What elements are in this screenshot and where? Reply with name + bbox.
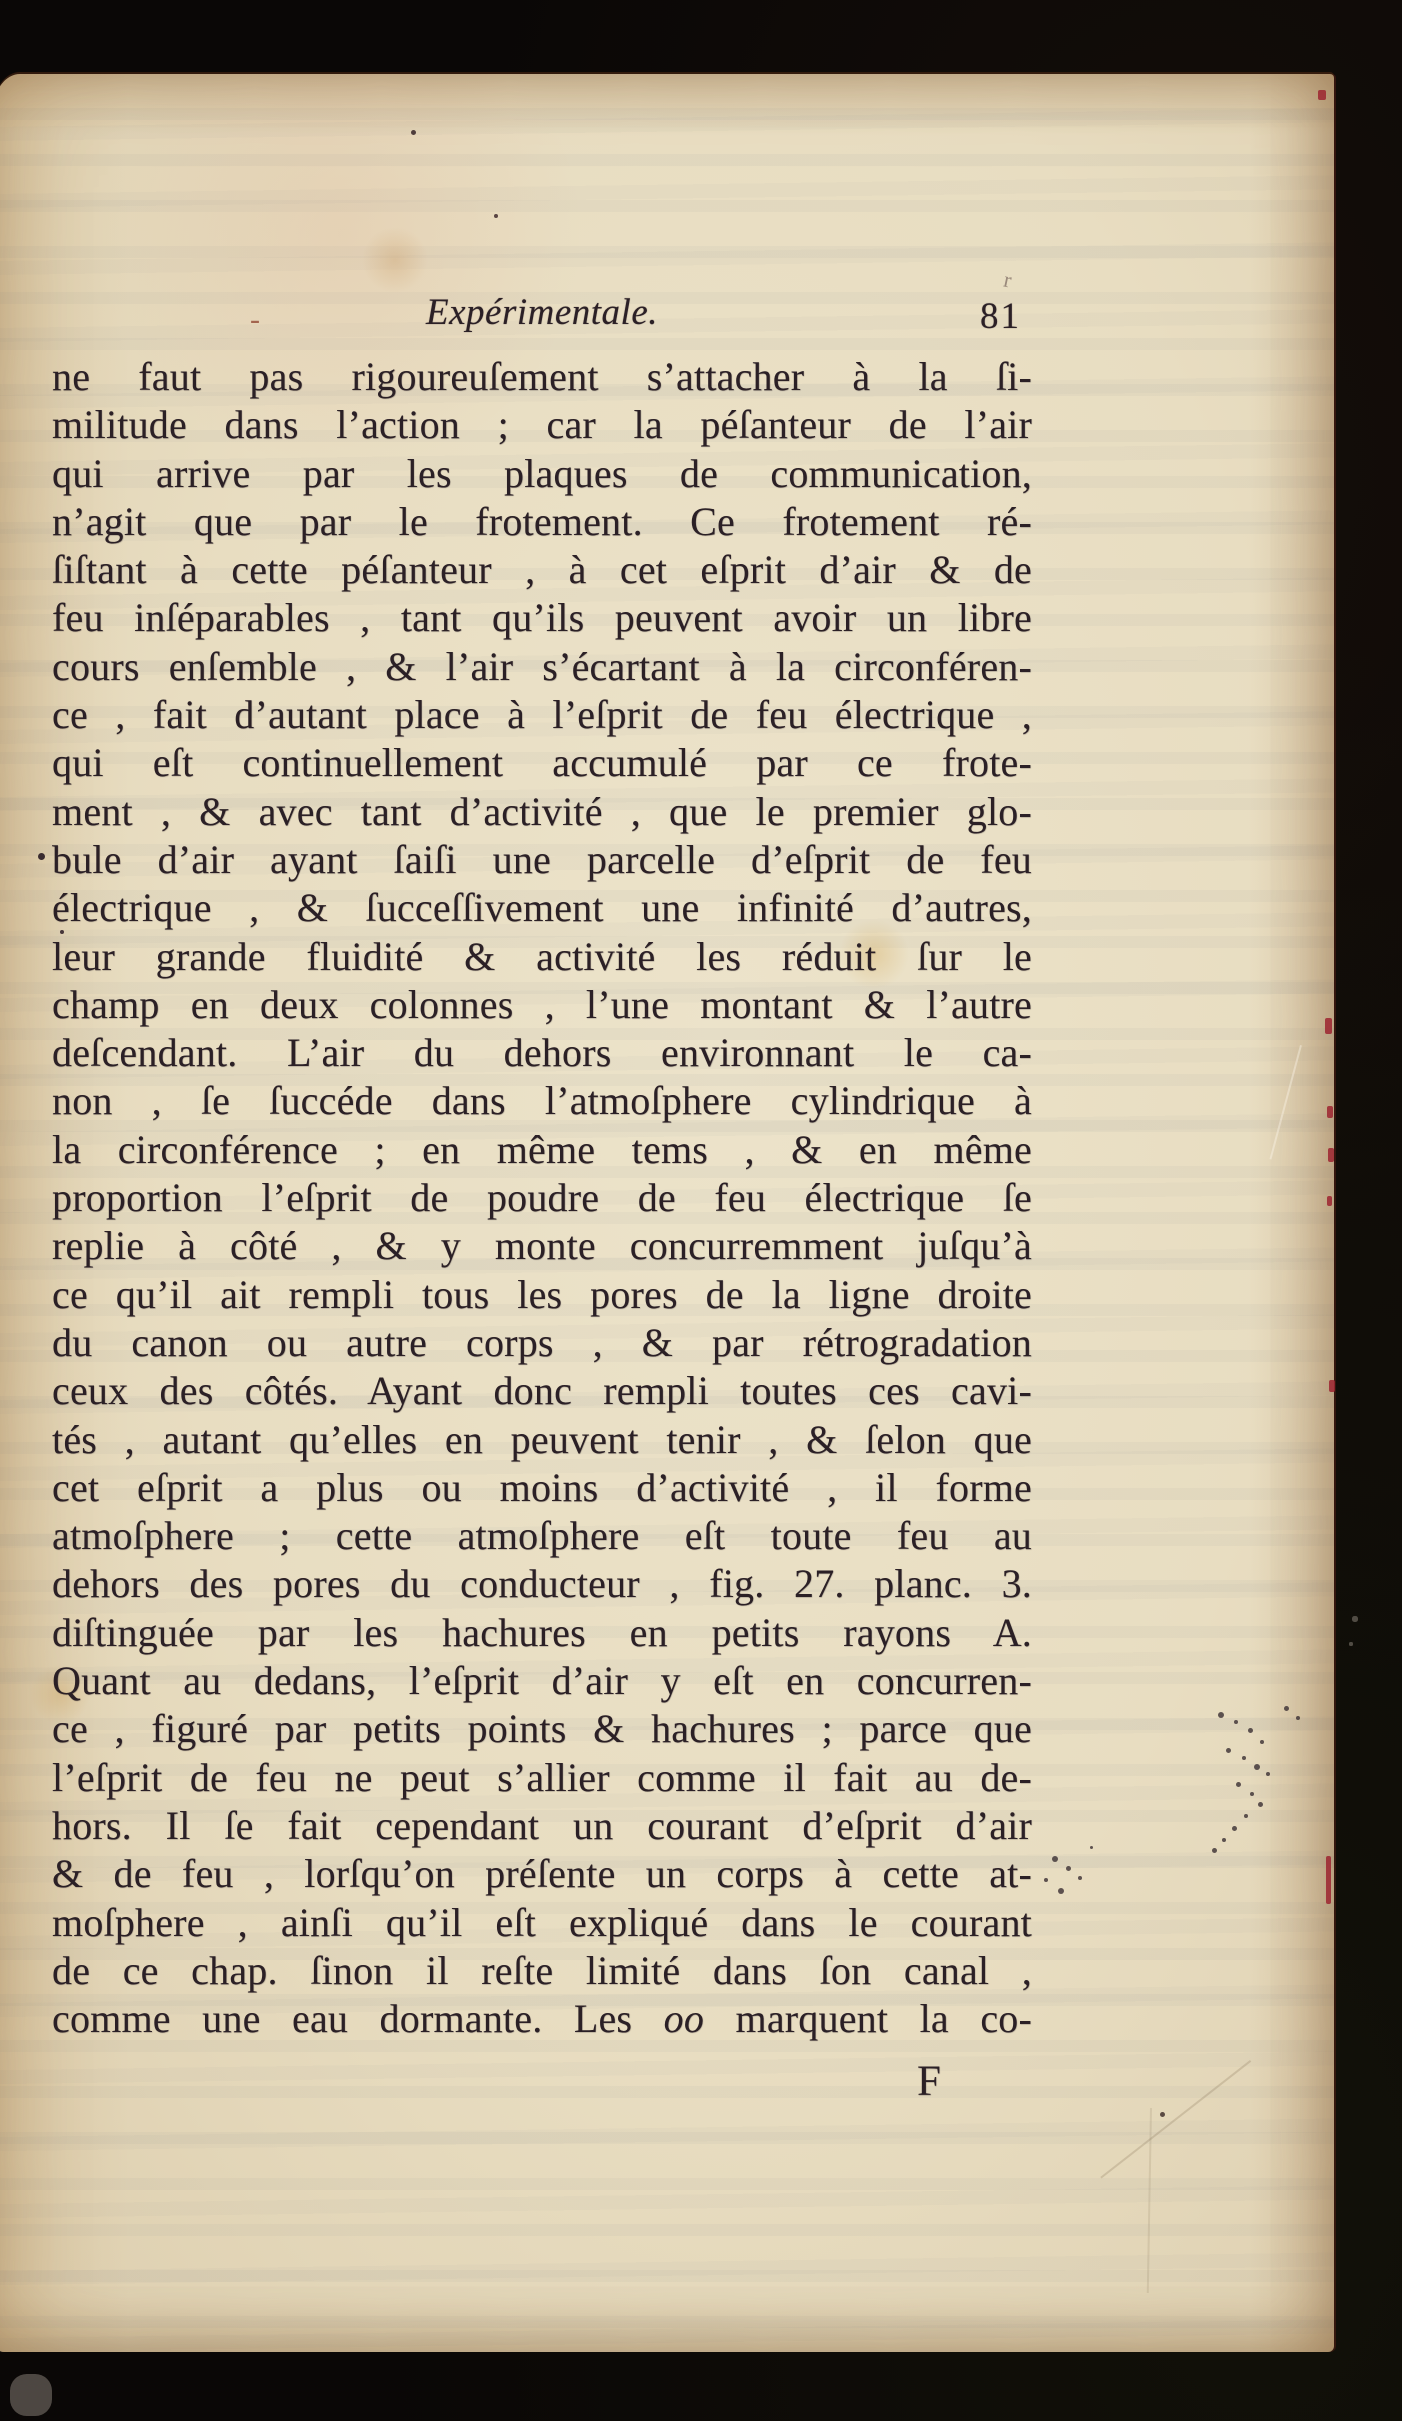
text-line: atmoſphere ; cette atmoſphere eſt toute feu au: [52, 1513, 1032, 1559]
ink-spatter-dot: [1212, 1848, 1217, 1853]
text-line: électrique , & ſucceſſivement une infinité d’autres,: [52, 885, 1032, 931]
text-line: n’agit que par le frotement. Ce frotement ré-: [52, 498, 1032, 544]
text-line: ment , & avec tant d’activité , que le premier glo-: [52, 788, 1032, 834]
ink-speck: [60, 930, 64, 934]
text-line: champ en deux colonnes , l’une montant & l’autre: [52, 981, 1032, 1027]
text-block: [52, 266, 1033, 2105]
text-line: ce , figuré par petits points & hachures ; parce que: [52, 1706, 1032, 1752]
ink-spatter-dot: [1058, 1888, 1064, 1894]
text-line: dehors des pores du conducteur , fig. 27. planc. 3.: [52, 1561, 1032, 1607]
text-line: diſtinguée par les hachures en petits rayons A.: [52, 1609, 1032, 1655]
running-header: [52, 266, 1032, 353]
text-line: tés , autant qu’elles en peuvent tenir , & ſelon que: [52, 1416, 1032, 1462]
text-line: proportion l’eſprit de poudre de feu électrique ſe: [52, 1175, 1032, 1221]
ink-spatter-dot: [1296, 1716, 1300, 1720]
text-line: ce qu’il ait rempli tous les pores de la ligne droite: [52, 1271, 1032, 1317]
text-line: non , ſe ſuccéde dans l’atmoſphere cylindrique à: [52, 1078, 1032, 1124]
text-line: militude dans l’action ; car la péſanteur de l’air: [52, 402, 1032, 448]
text-line: feu inſéparables , tant qu’ils peuvent avoir un libre: [52, 595, 1032, 641]
ink-spatter-dot: [1284, 1706, 1289, 1711]
ink-spatter-dot: [1218, 1712, 1224, 1718]
text-line: bule d’air ayant ſaiſi une parcelle d’eſprit de feu: [52, 836, 1032, 882]
text-line: replie à côté , & y monte concurremment juſqu’à: [52, 1223, 1032, 1269]
body-text: [52, 353, 1032, 2043]
ink-spatter-dot: [1052, 1856, 1058, 1862]
text-line: ce , fait d’autant place à l’eſprit de feu électrique ,: [52, 692, 1032, 738]
red-fore-edge-mark: [1327, 1196, 1332, 1206]
ink-spatter-dot: [1248, 1728, 1253, 1733]
ink-spatter-dot: [1232, 1826, 1237, 1831]
dust-speck: [1352, 1616, 1358, 1622]
ink-spatter-dot: [1236, 1782, 1241, 1787]
text-line: qui eſt continuellement accumulé par ce frote-: [52, 740, 1032, 786]
stray-dash-mark: -: [250, 303, 260, 336]
ink-speck: [1160, 2112, 1165, 2117]
dust-speck: [10, 2374, 52, 2416]
ink-spatter-dot: [1078, 1876, 1082, 1880]
text-line: cours enſemble , & l’air s’écartant à la circonféren-: [52, 643, 1032, 689]
text-line: leur grande fluidité & activité les réduit ſur le: [52, 933, 1032, 979]
red-fore-edge-mark: [1325, 1018, 1332, 1034]
ink-spatter-dot: [1044, 1878, 1048, 1882]
text-line: du canon ou autre corps , & par rétrogradation: [52, 1319, 1032, 1365]
signature-mark: F: [917, 2058, 941, 2105]
red-fore-edge-mark: [1329, 1380, 1335, 1392]
ink-spatter-dot: [1258, 1802, 1263, 1807]
red-fore-edge-mark: [1328, 1148, 1334, 1162]
text-line: qui arrive par les plaques de communication,: [52, 450, 1032, 496]
ink-spatter-dot: [1266, 1772, 1270, 1776]
ink-speck: [411, 130, 416, 135]
ink-spatter-dot: [1260, 1740, 1264, 1744]
stray-pen-mark: r: [1001, 266, 1014, 293]
text-line: deſcendant. L’air du dehors environnant le ca-: [52, 1030, 1032, 1076]
text-line: comme une eau dormante. Les oo marquent la co-: [52, 1996, 1033, 2042]
ink-spatter-dot: [1222, 1838, 1226, 1842]
ink-spatter-dot: [1254, 1764, 1260, 1770]
text-line: ne faut pas rigoureuſement s’attacher à la ſi-: [52, 354, 1032, 399]
text-line: Quant au dedans, l’eſprit d’air y eſt en concurren-: [52, 1658, 1032, 1704]
red-fore-edge-mark: [1326, 1856, 1331, 1904]
dust-speck: [1349, 1642, 1353, 1646]
ink-spatter-dot: [1066, 1866, 1071, 1871]
text-line: l’eſprit de feu ne peut s’allier comme il fait au de-: [52, 1754, 1032, 1800]
text-line: la circonférence ; en même tems , & en même: [52, 1126, 1032, 1172]
page-number: 81: [980, 296, 1021, 337]
text-line: & de feu , lorſqu’on préſente un corps à cette at-: [52, 1851, 1032, 1897]
red-fore-edge-mark: [1327, 1106, 1333, 1118]
text-line: cet eſprit a plus ou moins d’activité , il forme: [52, 1464, 1032, 1510]
ink-speck: [38, 853, 45, 860]
ink-spatter-dot: [1226, 1748, 1231, 1753]
ink-spatter-dot: [1234, 1720, 1238, 1724]
ink-spatter-dot: [1244, 1814, 1248, 1818]
text-line: moſphere , ainſi qu’il eſt expliqué dans le courant: [52, 1899, 1032, 1945]
text-line: ceux des côtés. Ayant donc rempli toutes ces cavi-: [52, 1368, 1032, 1414]
running-title: Expérimentale.: [426, 292, 658, 333]
ink-spatter-dot: [1250, 1792, 1254, 1796]
book-page: [0, 74, 1334, 2352]
ink-spatter-dot: [1090, 1846, 1093, 1849]
ink-speck: [494, 214, 498, 218]
red-fore-edge-mark: [1318, 90, 1326, 100]
text-line: de ce chap. ſinon il reſte limité dans ſon canal ,: [52, 1947, 1032, 1993]
text-line: hors. Il ſe fait cependant un courant d’eſprit d’air: [52, 1802, 1032, 1848]
ink-spatter-dot: [1242, 1756, 1246, 1760]
text-line: ſiſtant à cette péſanteur , à cet eſprit d’air & de: [52, 547, 1032, 593]
